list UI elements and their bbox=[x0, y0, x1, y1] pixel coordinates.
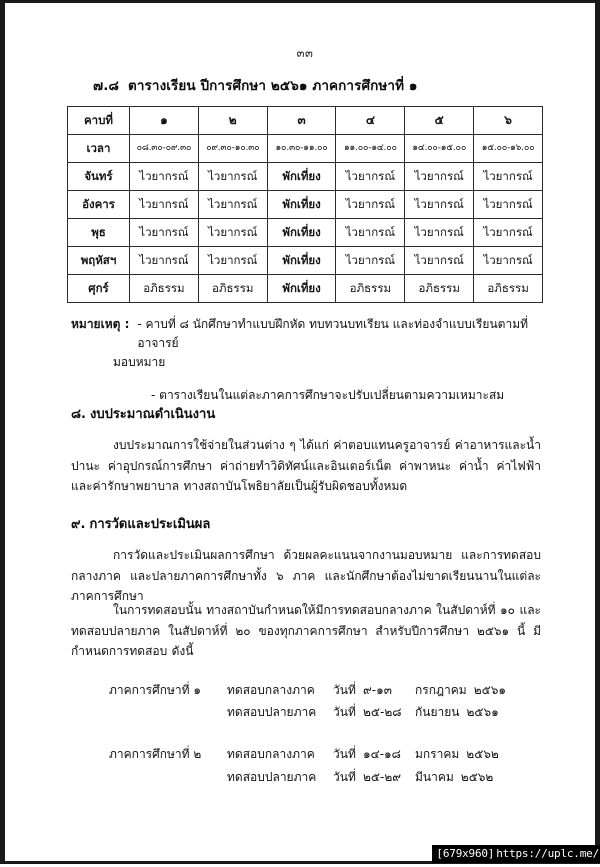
exam-row bbox=[109, 743, 539, 765]
subject-cell: ไวยากรณ์ bbox=[130, 247, 199, 275]
watermark-url[interactable]: https://uplc.me/ bbox=[496, 847, 599, 860]
subject-cell: ไวยากรณ์ bbox=[198, 247, 267, 275]
exam-kind-label: ทดสอบกลางภาค bbox=[227, 683, 315, 697]
exam-month-value: มกราคม bbox=[415, 747, 460, 762]
subject-cell: ไวยากรณ์ bbox=[336, 247, 405, 275]
note-item-1 bbox=[71, 315, 541, 352]
subject-cell: ไวยากรณ์ bbox=[405, 191, 474, 219]
schedule-section-heading bbox=[93, 74, 418, 96]
schedule-heading-number: ๗.๘ bbox=[93, 78, 119, 94]
exam-year-value: ๒๕๖๒ bbox=[460, 769, 494, 784]
exam-month-value: กรกฎาคม bbox=[415, 683, 467, 697]
section-8-paragraph: งบประมาณการใช้จ่ายในส่วนต่าง ๆ ได้แก่ ค่าตอบแทนครูอาจารย์ ค่าอาหารและน้ำปานะ ค่าอุปกรณ์การศึกษา ค่าถ่ายทำวิดิทัศน์และอินเตอร์เน็ต ค่าพาหนะ ค่าน้ำ ค่าไฟฟ้า และค่ารักษาพยาบาล ทางสถาบันโพธิยาลัยเป็นผู้รับผิดชอบทั้งหมด bbox=[71, 438, 541, 494]
exam-day-label: วันที่ bbox=[333, 683, 356, 697]
exam-days-value: ๒๕-๒๙ bbox=[363, 769, 402, 784]
day-label-thursday: พฤหัสฯ bbox=[68, 247, 130, 275]
time-cell-1: ๐๘.๓๐-๐๙.๓๐ bbox=[130, 135, 199, 163]
day-label-friday: ศุกร์ bbox=[68, 275, 130, 303]
exam-day-label: วันที่ bbox=[333, 769, 356, 784]
exam-term-label: ภาคการศึกษาที่ ๑ bbox=[109, 683, 201, 697]
period-header-6: ๖ bbox=[474, 107, 543, 135]
table-header-row bbox=[68, 107, 543, 135]
table-row bbox=[68, 219, 543, 247]
time-cell-4: ๑๑.๐๐-๑๔.๐๐ bbox=[336, 135, 405, 163]
subject-cell: ไวยากรณ์ bbox=[474, 163, 543, 191]
subject-cell: ไวยากรณ์ bbox=[336, 191, 405, 219]
period-header-1: ๑ bbox=[130, 107, 199, 135]
table-row bbox=[68, 247, 543, 275]
subject-cell: ไวยากรณ์ bbox=[130, 163, 199, 191]
subject-cell: อภิธรรม bbox=[405, 275, 474, 303]
exam-group-term-1 bbox=[109, 679, 539, 723]
lunch-break-cell: พักเที่ยง bbox=[267, 191, 336, 219]
subject-cell: ไวยากรณ์ bbox=[474, 191, 543, 219]
period-header-3: ๓ bbox=[267, 107, 336, 135]
time-row-label: เวลา bbox=[68, 135, 130, 163]
time-cell-6: ๑๕.๐๐-๑๖.๐๐ bbox=[474, 135, 543, 163]
page-number: ๓๓ bbox=[296, 46, 314, 60]
exam-month-value: กันยายน bbox=[415, 705, 460, 720]
note-item-1-line-2: มอบหมาย bbox=[113, 355, 166, 370]
lunch-break-cell: พักเที่ยง bbox=[267, 163, 336, 191]
exam-year-value: ๒๕๖๑ bbox=[466, 705, 499, 720]
watermark-dimensions: [679x960] bbox=[436, 847, 495, 860]
day-label-monday: จันทร์ bbox=[68, 163, 130, 191]
subject-cell: ไวยากรณ์ bbox=[130, 191, 199, 219]
table-row bbox=[68, 191, 543, 219]
lunch-break-cell: พักเที่ยง bbox=[267, 275, 336, 303]
lunch-break-cell: พักเที่ยง bbox=[267, 219, 336, 247]
watermark-bar bbox=[432, 845, 600, 863]
section-assessment bbox=[71, 513, 541, 607]
subject-cell: ไวยากรณ์ bbox=[474, 247, 543, 275]
subject-cell: ไวยากรณ์ bbox=[198, 191, 267, 219]
section-9-paragraph-1: การวัดและประเมินผลการศึกษา ด้วยผลคะแนนจากงานมอบหมาย และการทดสอบกลางภาค และปลายภาคการศึกษาทั้ง ๖ ภาค และนักศึกษาต้องไม่ขาดเรียนนานในแต่ละภาคการศึกษา bbox=[71, 548, 541, 604]
table-time-row bbox=[68, 135, 543, 163]
subject-cell: ไวยากรณ์ bbox=[198, 163, 267, 191]
period-header-4: ๔ bbox=[336, 107, 405, 135]
subject-cell: ไวยากรณ์ bbox=[405, 219, 474, 247]
subject-cell: ไวยากรณ์ bbox=[405, 247, 474, 275]
subject-cell: ไวยากรณ์ bbox=[198, 219, 267, 247]
document-page bbox=[5, 3, 600, 867]
subject-cell: อภิธรรม bbox=[336, 275, 405, 303]
exam-kind-label: ทดสอบปลายภาค bbox=[227, 705, 317, 720]
exam-year-value: ๒๕๖๒ bbox=[466, 747, 499, 762]
exam-day-label: วันที่ bbox=[333, 705, 356, 720]
exam-year-value: ๒๕๖๑ bbox=[473, 683, 506, 697]
exam-row bbox=[109, 701, 539, 723]
schedule-table-container bbox=[67, 106, 543, 303]
subject-cell: อภิธรรม bbox=[198, 275, 267, 303]
exam-days-value: ๑๔-๑๘ bbox=[363, 747, 401, 762]
period-header-2: ๒ bbox=[198, 107, 267, 135]
subject-cell: ไวยากรณ์ bbox=[130, 219, 199, 247]
schedule-heading-text: ตารางเรียน ปีการศึกษา ๒๕๖๑ ภาคการศึกษาที่ ๑ bbox=[128, 78, 418, 94]
subject-cell: ไวยากรณ์ bbox=[405, 163, 474, 191]
lunch-break-cell: พักเที่ยง bbox=[267, 247, 336, 275]
notes-block bbox=[71, 315, 541, 404]
subject-cell: อภิธรรม bbox=[130, 275, 199, 303]
exam-term-label: ภาคการศึกษาที่ ๒ bbox=[109, 747, 202, 762]
time-cell-5: ๑๔.๐๐-๑๕.๐๐ bbox=[405, 135, 474, 163]
class-schedule-table bbox=[67, 106, 543, 303]
notes-label: หมายเหตุ : bbox=[71, 317, 130, 331]
table-row bbox=[68, 275, 543, 303]
period-header-5: ๕ bbox=[405, 107, 474, 135]
table-row bbox=[68, 163, 543, 191]
time-cell-2: ๐๙.๓๐-๑๐.๓๐ bbox=[198, 135, 267, 163]
day-label-tuesday: อังคาร bbox=[68, 191, 130, 219]
exam-day-label: วันที่ bbox=[333, 747, 356, 762]
section-9-number: ๙. bbox=[71, 517, 86, 532]
day-label-wednesday: พุธ bbox=[68, 219, 130, 247]
section-8-number: ๘. bbox=[71, 407, 86, 422]
table-corner-label: คาบที่ bbox=[68, 107, 130, 135]
subject-cell: ไวยากรณ์ bbox=[474, 219, 543, 247]
section-8-title bbox=[71, 403, 541, 424]
section-9-title-text: การวัดและประเมินผล bbox=[89, 517, 211, 532]
subject-cell: อภิธรรม bbox=[474, 275, 543, 303]
note-item-2: - ตารางเรียนในแต่ละภาคการศึกษาจะปรับเปลี่ยนตามความเหมาะสม bbox=[151, 387, 505, 402]
section-9-title bbox=[71, 513, 541, 534]
subject-cell: ไวยากรณ์ bbox=[336, 163, 405, 191]
exam-month-value: มีนาคม bbox=[415, 769, 454, 784]
exam-row bbox=[109, 679, 539, 701]
section-9-paragraph-2: ในการทดสอบนั้น ทางสถาบันกำหนดให้มีการทดสอบกลางภาค ในสัปดาห์ที่ ๑๐ และทดสอบปลายภาค ในสัปดาห์ที่ ๒๐ ของทุกภาคการศึกษา สำหรับปีการศึกษา ๒๕๖๑ นี้ มีกำหนดการทดสอบ ดังนี้ bbox=[71, 603, 541, 659]
time-cell-3: ๑๐.๓๐-๑๑.๐๐ bbox=[267, 135, 336, 163]
exam-row bbox=[109, 766, 539, 788]
exam-group-term-2 bbox=[109, 743, 539, 787]
exam-days-value: ๙-๑๓ bbox=[363, 683, 392, 697]
exam-schedule-list bbox=[109, 679, 539, 808]
section-8-title-text: งบประมาณดำเนินงาน bbox=[89, 407, 216, 422]
section-budget bbox=[71, 403, 541, 497]
note-item-1-line-1: - คาบที่ ๘ นักศึกษาทำแบบฝึกหัด ทบทวนบทเรียน และท่องจำแบบเรียนตามที่อาจารย์ bbox=[137, 317, 529, 350]
exam-kind-label: ทดสอบกลางภาค bbox=[227, 747, 315, 762]
exam-days-value: ๒๕-๒๘ bbox=[363, 705, 402, 720]
subject-cell: ไวยากรณ์ bbox=[336, 219, 405, 247]
exam-kind-label: ทดสอบปลายภาค bbox=[227, 769, 317, 784]
